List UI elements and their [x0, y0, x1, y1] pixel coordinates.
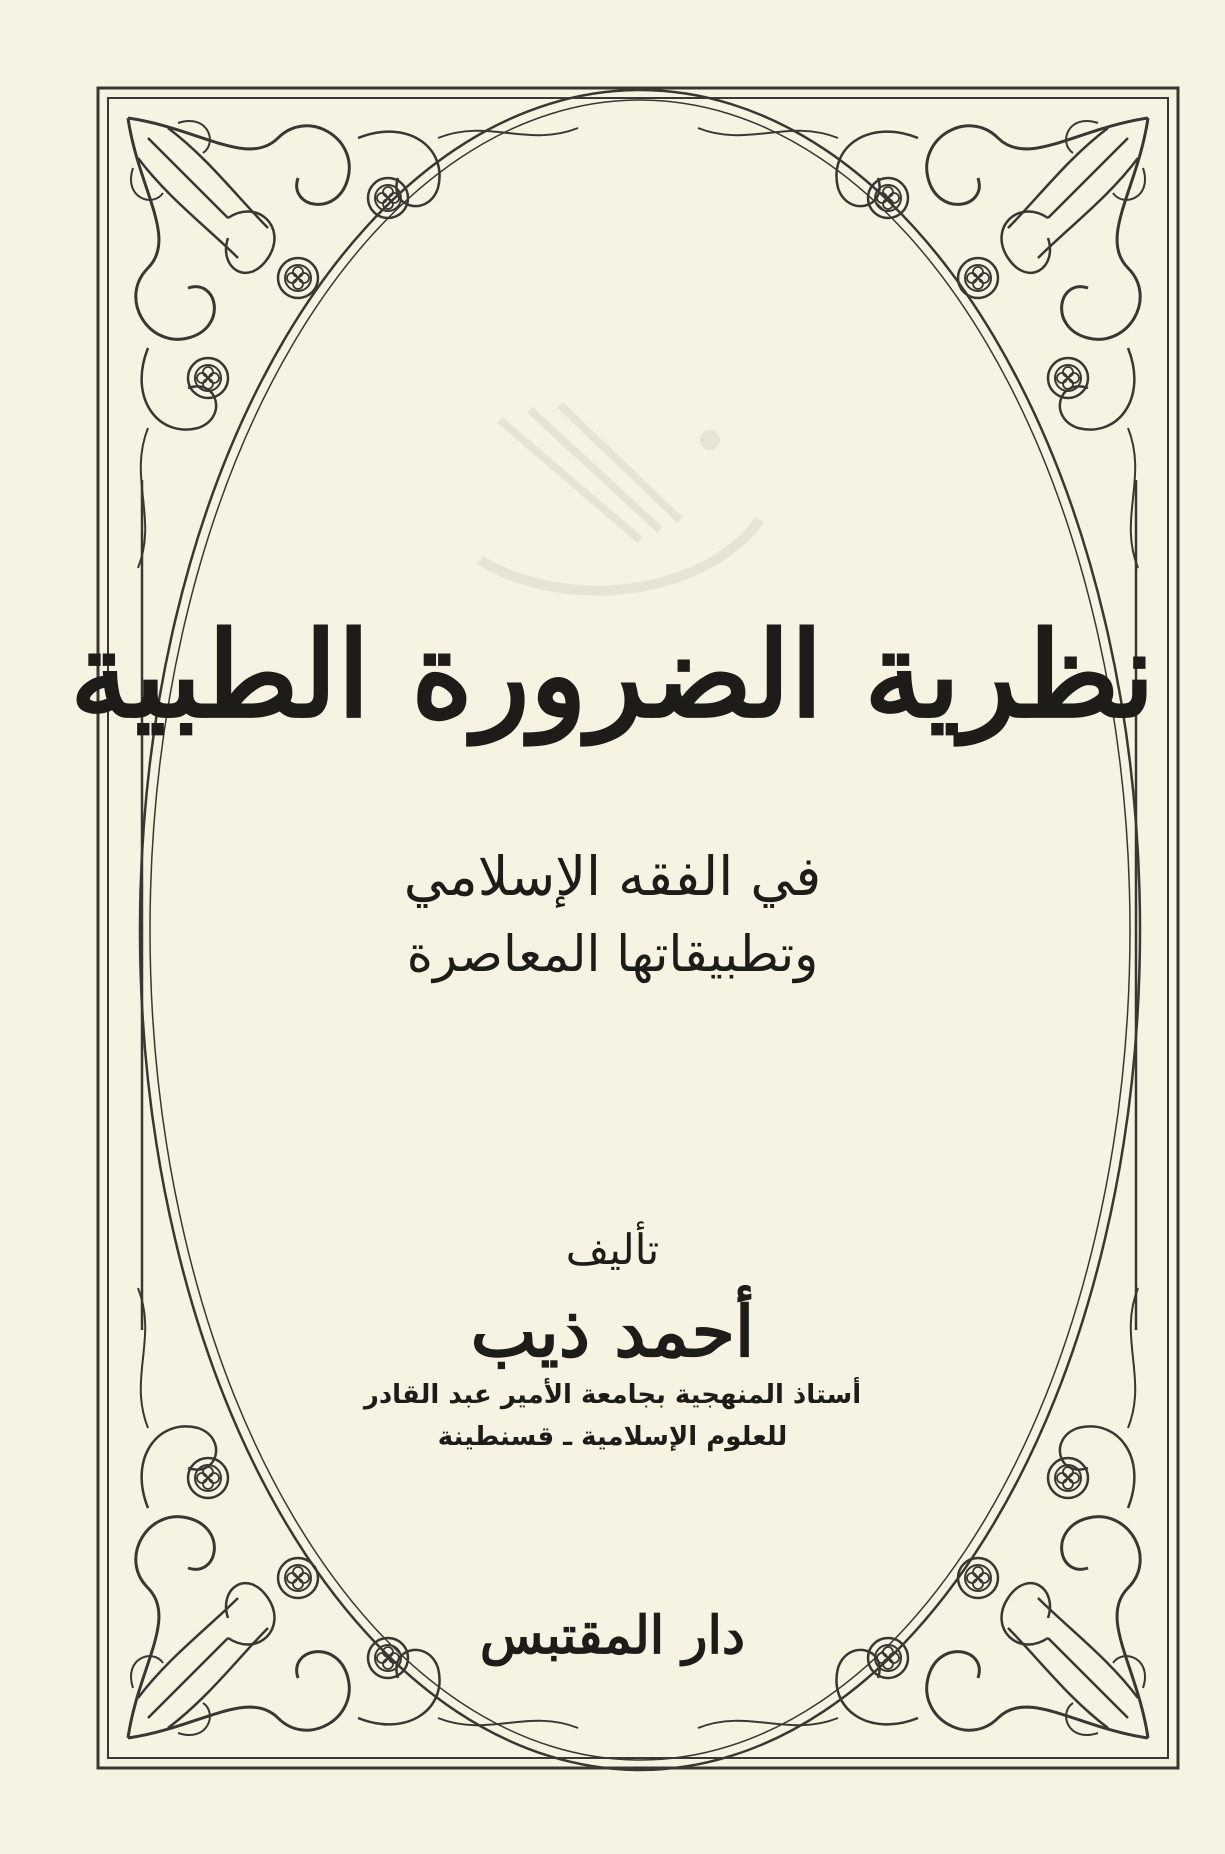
book-subtitle-line2: وتطبيقاتها المعاصرة: [406, 925, 819, 983]
book-title: نظرية الضرورة الطبية: [70, 605, 1155, 744]
seal-watermark: [440, 380, 800, 600]
author-label: تأليف: [565, 1225, 660, 1274]
author-name: أحمد ذيب: [470, 1290, 755, 1373]
author-affiliation-line2: للعلوم الإسلامية ـ قسنطينة: [437, 1422, 788, 1452]
book-subtitle-line1: في الفقه الإسلامي: [403, 845, 822, 908]
publisher-logo: دار المقتبس: [479, 1605, 746, 1666]
author-affiliation-line1: أستاذ المنهجية بجامعة الأمير عبد القادر: [363, 1380, 862, 1410]
